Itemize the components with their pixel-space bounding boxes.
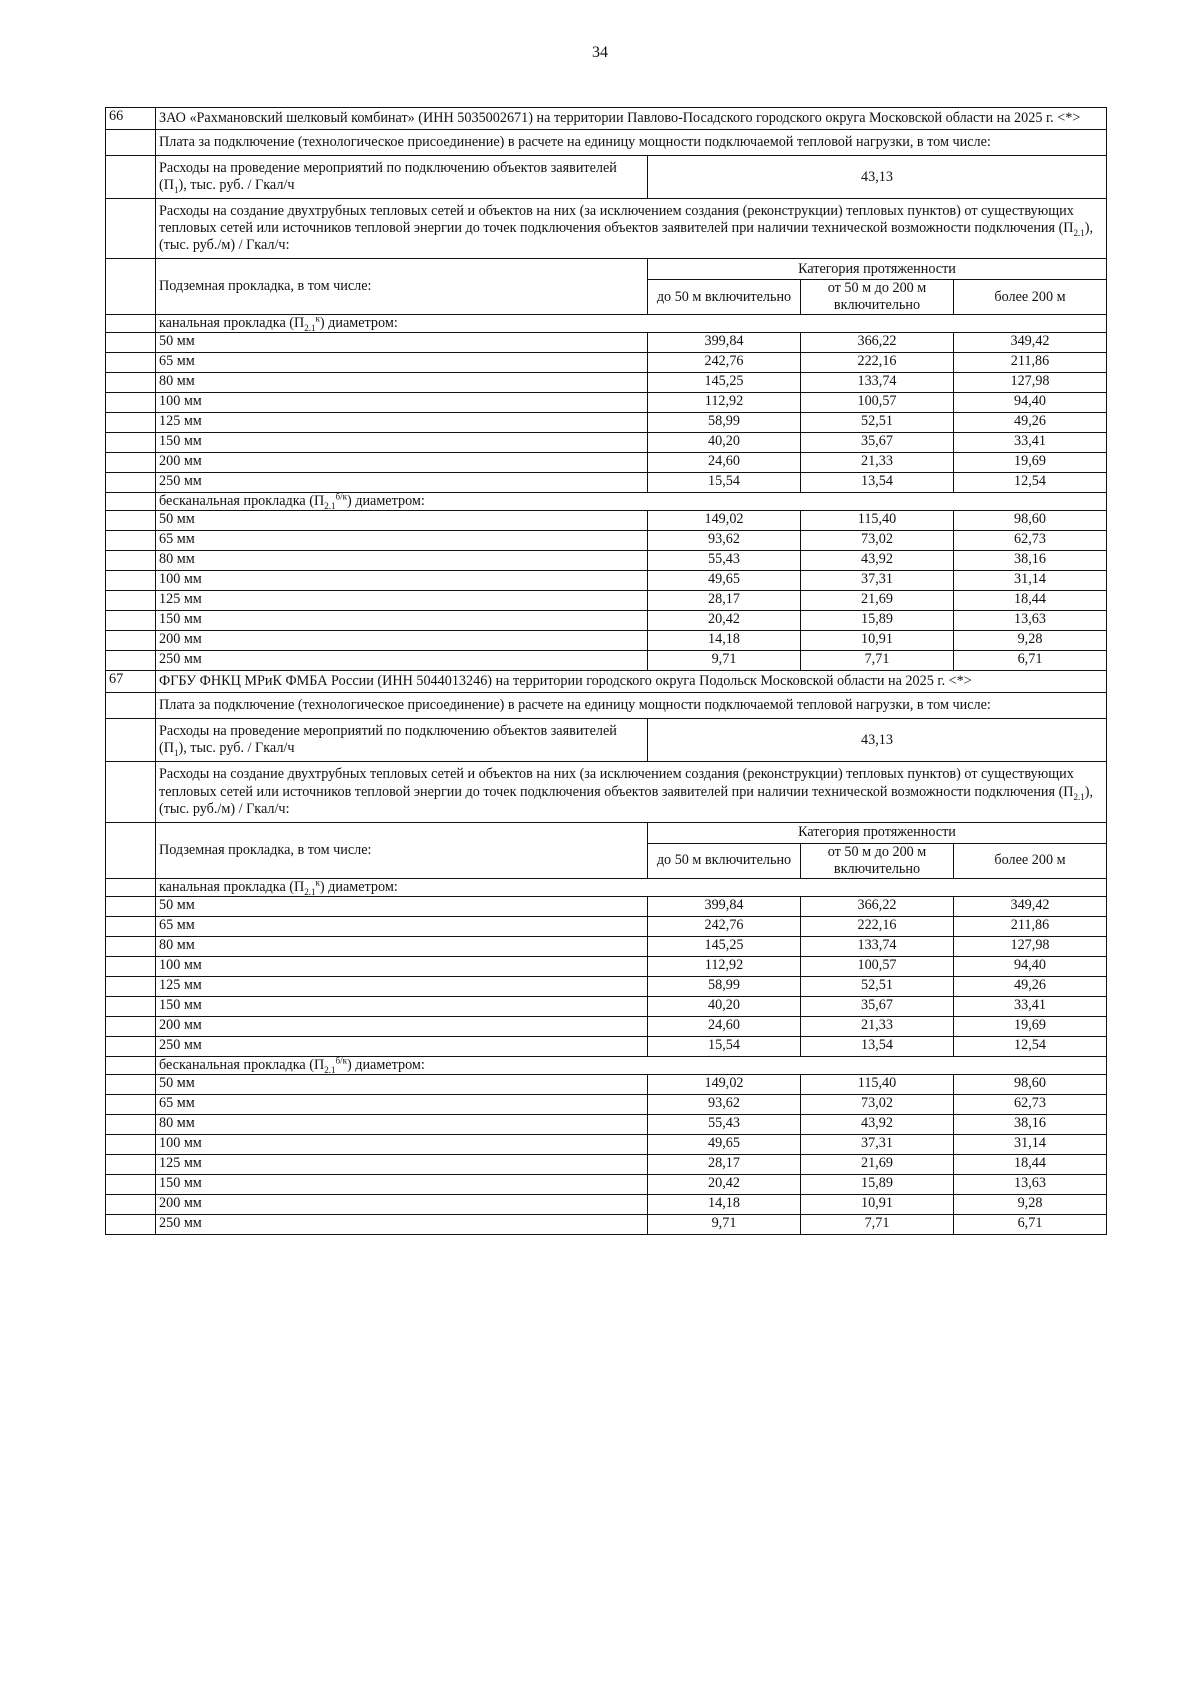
value-cell: 31,14 xyxy=(954,571,1107,591)
value-cell: 133,74 xyxy=(801,936,954,956)
value-cell: 112,92 xyxy=(648,393,801,413)
table-row xyxy=(106,1134,1107,1154)
value-cell: 222,16 xyxy=(801,353,954,373)
value-cell: 133,74 xyxy=(801,373,954,393)
diameter-cell: 150 мм xyxy=(156,433,648,453)
value-cell: 98,60 xyxy=(954,1074,1107,1094)
diameter-cell: 80 мм xyxy=(156,1114,648,1134)
table-row xyxy=(106,631,1107,651)
diameter-cell: 250 мм xyxy=(156,1214,648,1234)
channelless-label-row xyxy=(106,1056,1107,1074)
table-row xyxy=(106,353,1107,373)
diameter-cell: 50 мм xyxy=(156,333,648,353)
diameter-cell: 100 мм xyxy=(156,956,648,976)
value-cell: 15,54 xyxy=(648,473,801,493)
value-cell: 10,91 xyxy=(801,1194,954,1214)
value-cell: 13,63 xyxy=(954,1174,1107,1194)
value-cell: 93,62 xyxy=(648,531,801,551)
table-row xyxy=(106,651,1107,671)
category-header: Категория протяженности xyxy=(648,822,1107,843)
table-row xyxy=(106,413,1107,433)
diameter-cell: 200 мм xyxy=(156,631,648,651)
channel-label-row xyxy=(106,315,1107,333)
value-cell: 43,92 xyxy=(801,551,954,571)
table-row xyxy=(106,393,1107,413)
value-cell: 55,43 xyxy=(648,1114,801,1134)
entry-number: 67 xyxy=(106,671,156,693)
value-cell: 15,89 xyxy=(801,611,954,631)
table-row xyxy=(106,433,1107,453)
value-cell: 145,25 xyxy=(648,373,801,393)
table-row xyxy=(106,1016,1107,1036)
value-cell: 13,54 xyxy=(801,473,954,493)
entry-title: ЗАО «Рахмановский шелковый комбинат» (ИНН 5035002671) на территории Павлово-Посадского городского округа Московской области на 2025 г. <*> xyxy=(156,108,1107,130)
table-row xyxy=(106,1154,1107,1174)
value-cell: 13,63 xyxy=(954,611,1107,631)
value-cell: 15,89 xyxy=(801,1174,954,1194)
diameter-cell: 50 мм xyxy=(156,896,648,916)
channel-label: канальная прокладка $(П_{2.1}^к)$ диаметром: xyxy=(156,315,1107,333)
diameter-cell: 50 мм xyxy=(156,1074,648,1094)
column-header-50-200: от 50 м до 200 м включительно xyxy=(801,280,954,315)
diameter-cell: 200 мм xyxy=(156,1016,648,1036)
value-cell: 9,71 xyxy=(648,1214,801,1234)
tariff-table xyxy=(105,107,1107,1235)
underground-label: Подземная прокладка, в том числе: xyxy=(156,259,648,315)
diameter-cell: 200 мм xyxy=(156,1194,648,1214)
category-header: Категория протяженности xyxy=(648,259,1107,280)
value-cell: 35,67 xyxy=(801,996,954,1016)
table-row xyxy=(106,936,1107,956)
value-cell: 9,71 xyxy=(648,651,801,671)
table-row xyxy=(106,1214,1107,1234)
value-cell: 15,54 xyxy=(648,1036,801,1056)
value-cell: 93,62 xyxy=(648,1094,801,1114)
table-row xyxy=(106,511,1107,531)
value-cell: 49,65 xyxy=(648,1134,801,1154)
value-cell: 43,92 xyxy=(801,1114,954,1134)
value-cell: 145,25 xyxy=(648,936,801,956)
channelless-label-row xyxy=(106,493,1107,511)
value-cell: 399,84 xyxy=(648,333,801,353)
value-cell: 21,69 xyxy=(801,1154,954,1174)
table-row xyxy=(106,956,1107,976)
value-cell: 366,22 xyxy=(801,896,954,916)
channelless-label: бесканальная прокладка $(П_{2.1}^{б/к})$ диаметром: xyxy=(156,1056,1107,1074)
column-header-over-200: более 200 м xyxy=(954,280,1107,315)
table-row xyxy=(106,531,1107,551)
value-cell: 24,60 xyxy=(648,1016,801,1036)
underground-label: Подземная прокладка, в том числе: xyxy=(156,822,648,878)
value-cell: 94,40 xyxy=(954,393,1107,413)
diameter-cell: 80 мм xyxy=(156,373,648,393)
diameter-cell: 150 мм xyxy=(156,611,648,631)
table-row xyxy=(106,333,1107,353)
table-row xyxy=(106,611,1107,631)
value-cell: 13,54 xyxy=(801,1036,954,1056)
table-row xyxy=(106,1194,1107,1214)
diameter-cell: 50 мм xyxy=(156,511,648,531)
entry-title-row xyxy=(106,671,1107,693)
p1-label: Расходы на проведение мероприятий по подключению объектов заявителей $(П_1)$, тыс. руб. / Гкал/ч xyxy=(156,719,648,762)
value-cell: 52,51 xyxy=(801,976,954,996)
diameter-cell: 65 мм xyxy=(156,353,648,373)
value-cell: 19,69 xyxy=(954,1016,1107,1036)
value-cell: 12,54 xyxy=(954,1036,1107,1056)
table-row xyxy=(106,1114,1107,1134)
diameter-cell: 125 мм xyxy=(156,1154,648,1174)
table-row xyxy=(106,453,1107,473)
diameter-cell: 65 мм xyxy=(156,916,648,936)
value-cell: 58,99 xyxy=(648,413,801,433)
value-cell: 127,98 xyxy=(954,373,1107,393)
diameter-cell: 100 мм xyxy=(156,393,648,413)
value-cell: 149,02 xyxy=(648,1074,801,1094)
p21-description: Расходы на создание двухтрубных тепловых сетей и объектов на них (за исключением создания (реконструкции) тепловых пунктов) от существующих тепловых сетей или источников тепловой энергии до точек подключения объектов заявителей при наличии технической возможности подключения $(П_{2.1})$, (тыс. руб./м) / Гкал/ч: xyxy=(156,762,1107,822)
value-cell: 55,43 xyxy=(648,551,801,571)
table-row xyxy=(106,1094,1107,1114)
diameter-cell: 65 мм xyxy=(156,531,648,551)
category-header-row xyxy=(106,822,1107,843)
value-cell: 366,22 xyxy=(801,333,954,353)
fee-intro-row xyxy=(106,130,1107,156)
page-number: 34 xyxy=(592,44,608,61)
value-cell: 18,44 xyxy=(954,591,1107,611)
p21-row xyxy=(106,199,1107,259)
value-cell: 18,44 xyxy=(954,1154,1107,1174)
p1-value: 43,13 xyxy=(648,156,1107,199)
value-cell: 115,40 xyxy=(801,1074,954,1094)
diameter-cell: 125 мм xyxy=(156,413,648,433)
table-row xyxy=(106,1074,1107,1094)
channel-label-row xyxy=(106,878,1107,896)
value-cell: 40,20 xyxy=(648,433,801,453)
value-cell: 112,92 xyxy=(648,956,801,976)
value-cell: 33,41 xyxy=(954,996,1107,1016)
table-row xyxy=(106,591,1107,611)
table-row xyxy=(106,976,1107,996)
value-cell: 33,41 xyxy=(954,433,1107,453)
value-cell: 49,26 xyxy=(954,413,1107,433)
fee-intro: Плата за подключение (технологическое присоединение) в расчете на единицу мощности подключаемой тепловой нагрузки, в том числе: xyxy=(156,693,1107,719)
table-row xyxy=(106,571,1107,591)
value-cell: 6,71 xyxy=(954,1214,1107,1234)
value-cell: 38,16 xyxy=(954,551,1107,571)
value-cell: 222,16 xyxy=(801,916,954,936)
value-cell: 21,33 xyxy=(801,1016,954,1036)
value-cell: 349,42 xyxy=(954,333,1107,353)
table-row xyxy=(106,473,1107,493)
value-cell: 98,60 xyxy=(954,511,1107,531)
value-cell: 115,40 xyxy=(801,511,954,531)
category-header-row xyxy=(106,259,1107,280)
value-cell: 21,33 xyxy=(801,453,954,473)
channel-label: канальная прокладка $(П_{2.1}^к)$ диаметром: xyxy=(156,878,1107,896)
value-cell: 7,71 xyxy=(801,1214,954,1234)
value-cell: 349,42 xyxy=(954,896,1107,916)
diameter-cell: 125 мм xyxy=(156,591,648,611)
value-cell: 211,86 xyxy=(954,353,1107,373)
value-cell: 7,71 xyxy=(801,651,954,671)
value-cell: 94,40 xyxy=(954,956,1107,976)
table-row xyxy=(106,1174,1107,1194)
value-cell: 37,31 xyxy=(801,571,954,591)
table-row xyxy=(106,373,1107,393)
value-cell: 6,71 xyxy=(954,651,1107,671)
value-cell: 37,31 xyxy=(801,1134,954,1154)
fee-intro-row xyxy=(106,693,1107,719)
value-cell: 149,02 xyxy=(648,511,801,531)
value-cell: 9,28 xyxy=(954,1194,1107,1214)
value-cell: 20,42 xyxy=(648,611,801,631)
value-cell: 14,18 xyxy=(648,1194,801,1214)
value-cell: 62,73 xyxy=(954,1094,1107,1114)
diameter-cell: 80 мм xyxy=(156,551,648,571)
column-header-over-200: более 200 м xyxy=(954,843,1107,878)
value-cell: 242,76 xyxy=(648,353,801,373)
entry-title: ФГБУ ФНКЦ МРиК ФМБА России (ИНН 5044013246) на территории городского округа Подольск Московской области на 2025 г. <*> xyxy=(156,671,1107,693)
diameter-cell: 250 мм xyxy=(156,1036,648,1056)
diameter-cell: 200 мм xyxy=(156,453,648,473)
value-cell: 100,57 xyxy=(801,956,954,976)
channelless-label: бесканальная прокладка $(П_{2.1}^{б/к})$ диаметром: xyxy=(156,493,1107,511)
value-cell: 127,98 xyxy=(954,936,1107,956)
table-row xyxy=(106,896,1107,916)
diameter-cell: 250 мм xyxy=(156,473,648,493)
value-cell: 28,17 xyxy=(648,591,801,611)
value-cell: 399,84 xyxy=(648,896,801,916)
column-header-50-200: от 50 м до 200 м включительно xyxy=(801,843,954,878)
table-row xyxy=(106,996,1107,1016)
value-cell: 9,28 xyxy=(954,631,1107,651)
diameter-cell: 80 мм xyxy=(156,936,648,956)
value-cell: 21,69 xyxy=(801,591,954,611)
value-cell: 24,60 xyxy=(648,453,801,473)
value-cell: 40,20 xyxy=(648,996,801,1016)
column-header-up-to-50: до 50 м включительно xyxy=(648,280,801,315)
value-cell: 49,26 xyxy=(954,976,1107,996)
entry-title-row xyxy=(106,108,1107,130)
value-cell: 52,51 xyxy=(801,413,954,433)
diameter-cell: 250 мм xyxy=(156,651,648,671)
fee-intro: Плата за подключение (технологическое присоединение) в расчете на единицу мощности подключаемой тепловой нагрузки, в том числе: xyxy=(156,130,1107,156)
value-cell: 35,67 xyxy=(801,433,954,453)
value-cell: 211,86 xyxy=(954,916,1107,936)
table-row xyxy=(106,551,1107,571)
value-cell: 28,17 xyxy=(648,1154,801,1174)
value-cell: 58,99 xyxy=(648,976,801,996)
diameter-cell: 125 мм xyxy=(156,976,648,996)
value-cell: 31,14 xyxy=(954,1134,1107,1154)
value-cell: 14,18 xyxy=(648,631,801,651)
diameter-cell: 65 мм xyxy=(156,1094,648,1114)
column-header-up-to-50: до 50 м включительно xyxy=(648,843,801,878)
entry-number: 66 xyxy=(106,108,156,130)
table-row xyxy=(106,1036,1107,1056)
value-cell: 49,65 xyxy=(648,571,801,591)
value-cell: 100,57 xyxy=(801,393,954,413)
value-cell: 19,69 xyxy=(954,453,1107,473)
value-cell: 20,42 xyxy=(648,1174,801,1194)
p21-description: Расходы на создание двухтрубных тепловых сетей и объектов на них (за исключением создания (реконструкции) тепловых пунктов) от существующих тепловых сетей или источников тепловой энергии до точек подключения объектов заявителей при наличии технической возможности подключения $(П_{2.1})$, (тыс. руб./м) / Гкал/ч: xyxy=(156,199,1107,259)
value-cell: 73,02 xyxy=(801,1094,954,1114)
p1-row xyxy=(106,719,1107,762)
p1-value: 43,13 xyxy=(648,719,1107,762)
value-cell: 73,02 xyxy=(801,531,954,551)
value-cell: 62,73 xyxy=(954,531,1107,551)
diameter-cell: 150 мм xyxy=(156,996,648,1016)
diameter-cell: 100 мм xyxy=(156,571,648,591)
diameter-cell: 150 мм xyxy=(156,1174,648,1194)
value-cell: 242,76 xyxy=(648,916,801,936)
p1-label: Расходы на проведение мероприятий по подключению объектов заявителей $(П_1)$, тыс. руб. / Гкал/ч xyxy=(156,156,648,199)
value-cell: 10,91 xyxy=(801,631,954,651)
value-cell: 38,16 xyxy=(954,1114,1107,1134)
p21-row xyxy=(106,762,1107,822)
table-row xyxy=(106,916,1107,936)
p1-row xyxy=(106,156,1107,199)
diameter-cell: 100 мм xyxy=(156,1134,648,1154)
value-cell: 12,54 xyxy=(954,473,1107,493)
